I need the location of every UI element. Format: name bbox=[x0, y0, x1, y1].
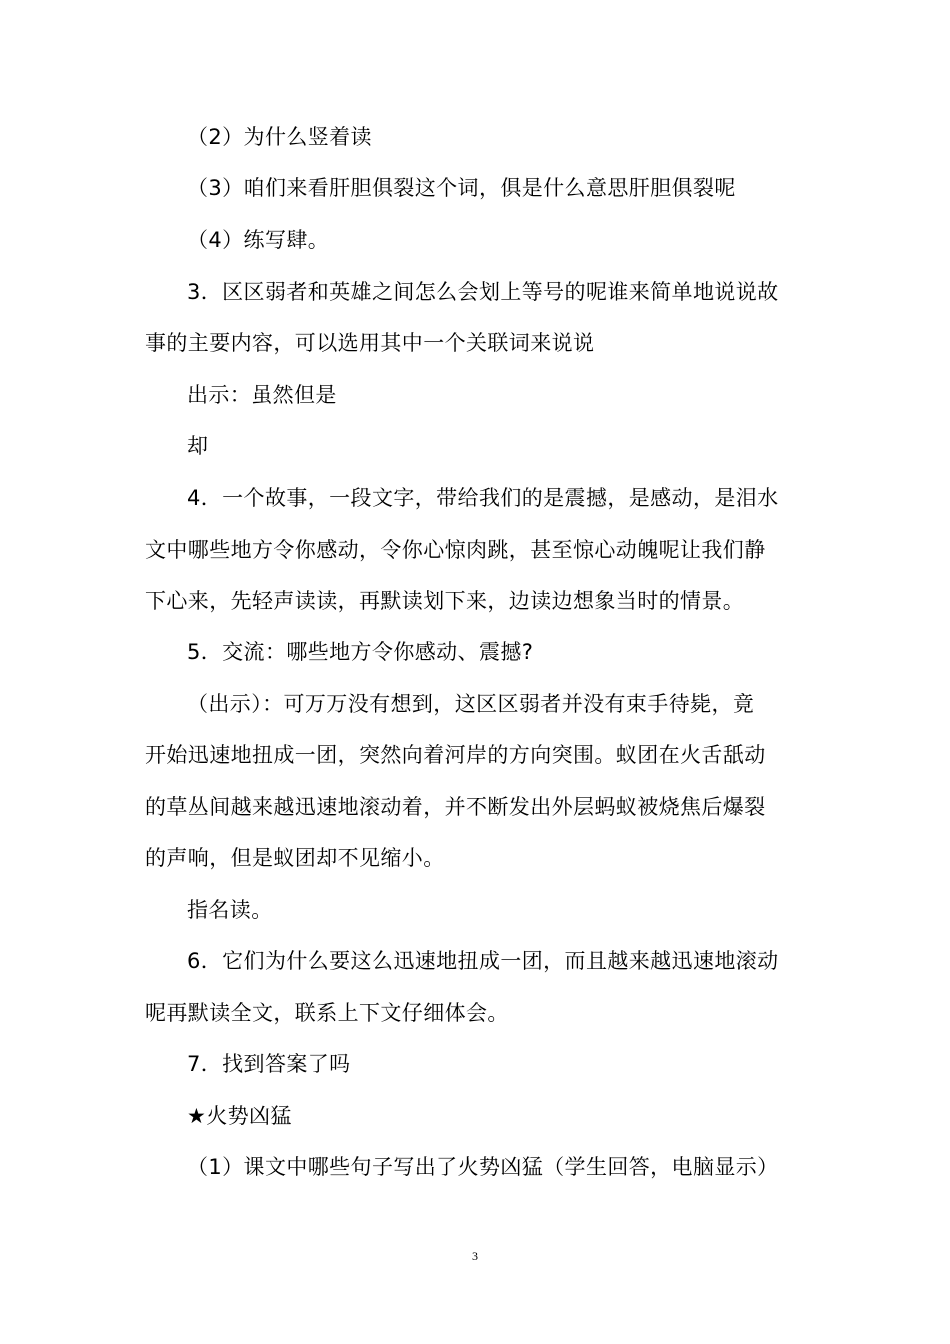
text-line-step-4-continued-2: 下心来，先轻声读读，再默读划下来，边读边想象当时的情景。 bbox=[145, 589, 745, 613]
text-line-excerpt-3: 的草丛间越来越迅速地滚动着，并不断发出外层蚂蚁被烧焦后爆裂 bbox=[145, 795, 766, 819]
text-line-name-read: 指名读。 bbox=[187, 898, 273, 922]
text-line-question-1: （1）课文中哪些句子写出了火势凶猛（学生回答，电脑显示） bbox=[187, 1155, 779, 1179]
text-line-step-7: 7．找到答案了吗 bbox=[187, 1052, 351, 1076]
text-line-fire-heading: ★火势凶猛 bbox=[187, 1104, 292, 1128]
text-line-step-3-continued: 事的主要内容，可以选用其中一个关联词来说说 bbox=[145, 331, 595, 355]
text-line-excerpt-1: （出示）：可万万没有想到，这区区弱者并没有束手待毙，竟 bbox=[187, 692, 755, 716]
text-line-excerpt-4: 的声响，但是蚁团却不见缩小。 bbox=[145, 846, 445, 870]
text-line-que: 却 bbox=[187, 434, 209, 458]
text-line-question-4: （4）练写肆。 bbox=[187, 228, 330, 252]
text-line-question-3: （3）咱们来看肝胆俱裂这个词，俱是什么意思肝胆俱裂呢 bbox=[187, 176, 736, 200]
text-line-step-3: 3．区区弱者和英雄之间怎么会划上等号的呢谁来简单地说说故 bbox=[187, 280, 779, 304]
text-line-step-6-continued: 呢再默读全文，联系上下文仔细体会。 bbox=[145, 1001, 509, 1025]
text-line-step-6: 6．它们为什么要这么迅速地扭成一团，而且越来越迅速地滚动 bbox=[187, 949, 779, 973]
text-line-step-4-continued-1: 文中哪些地方令你感动，令你心惊肉跳，甚至惊心动魄呢让我们静 bbox=[145, 538, 766, 562]
text-line-step-4: 4．一个故事，一段文字，带给我们的是震撼，是感动，是泪水 bbox=[187, 486, 779, 510]
page-number: 3 bbox=[472, 1249, 478, 1263]
text-line-step-5: 5．交流：哪些地方令你感动、震撼? bbox=[187, 640, 534, 664]
text-line-display: 出示：虽然但是 bbox=[187, 383, 337, 407]
text-line-question-2: （2）为什么竖着读 bbox=[187, 125, 372, 149]
text-line-excerpt-2: 开始迅速地扭成一团，突然向着河岸的方向突围。蚁团在火舌舐动 bbox=[145, 743, 766, 767]
